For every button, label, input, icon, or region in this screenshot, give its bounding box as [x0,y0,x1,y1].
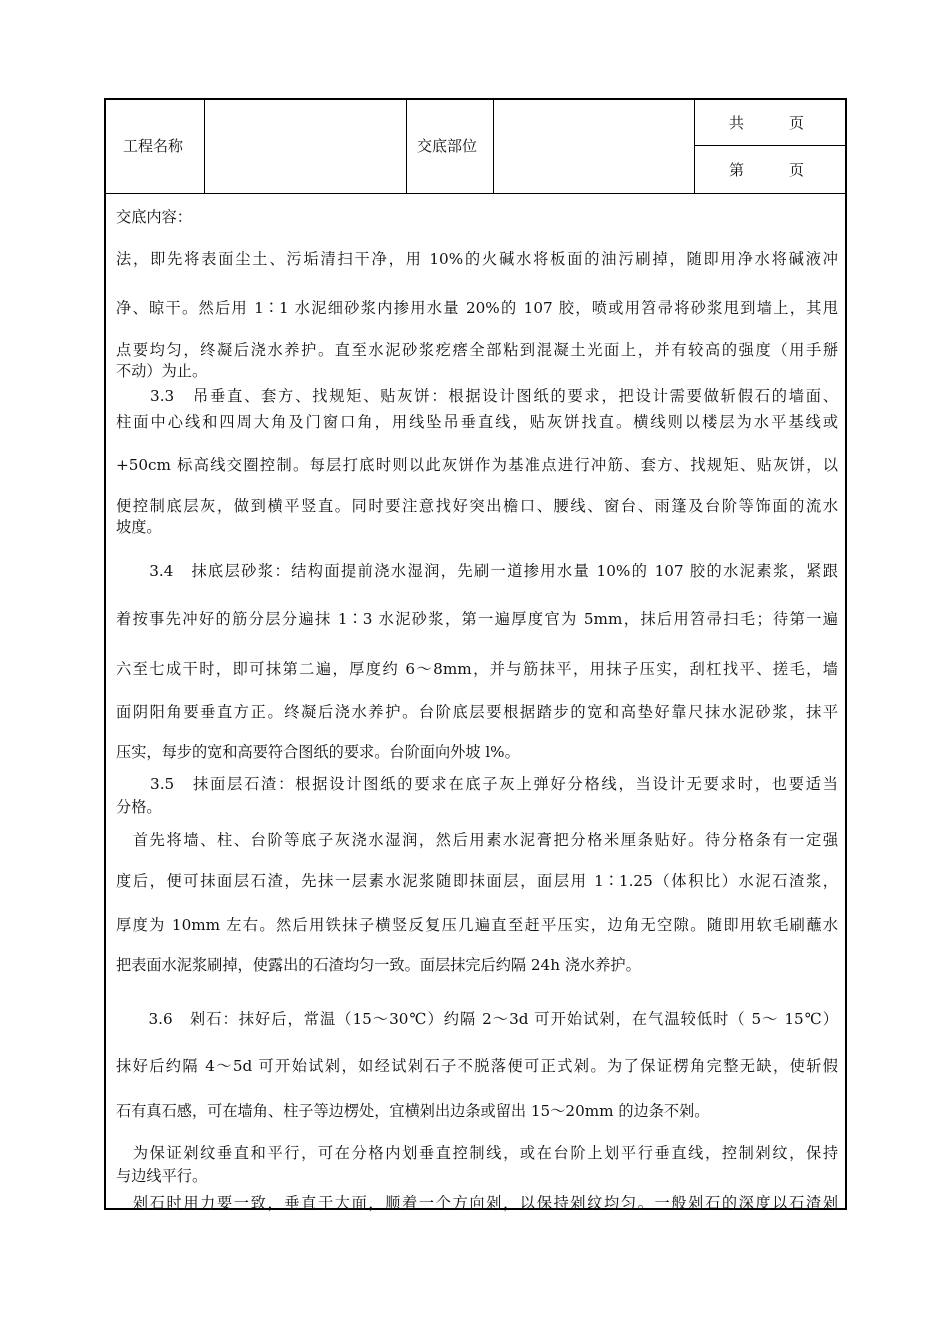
text-line: 便控制底层灰，做到横平竖直。同时要注意找好突出檐口、腰线、窗台、雨篷及台阶等饰面的流水 [116,497,838,515]
text-line: 点要均匀，终凝后浇水养护。直至水泥砂浆疙瘩全部粘到混凝土光面上，并有较高的强度（用手掰 [116,341,838,359]
text-line: 面阴阳角要垂直方正。终凝后浇水养护。台阶底层要根据踏步的宽和高垫好靠尺抹水泥砂浆，抹平 [116,703,838,721]
text-line: 厚度为 10mm 左右。然后用铁抹子横竖反复压几遍直至赶平压实，边角无空隙。随即用软毛刷蘸水 [116,916,838,934]
text-line: 剁石时用力要一致，垂直于大面，顺着一个方向剁，以保持剁纹均匀。一般剁石的深度以石渣剁 [116,1194,838,1212]
text-line: 六至七成干时，即可抹第二遍，厚度约 6～8mm，并与筋抹平，用抹子压实，刮杠找平、搓毛，墙 [116,660,838,678]
text-line: 法，即先将表面尘土、污垢清扫干净，用 10%的火碱水将板面的油污刷掉，随即用净水将碱液冲 [116,250,838,268]
divider [694,145,845,146]
text-line: 抹好后约隔 4～5d 可开始试剁，如经试剁石子不脱落便可正式剁。为了保证楞角完整无缺，使斩假 [116,1057,838,1075]
divider [493,100,494,193]
text-line: 柱面中心线和四周大角及门窗口角，用线坠吊垂直线，贴灰饼找直。横线则以楼层为水平基线或 [116,413,838,431]
location-label: 交底部位 [417,137,478,155]
text-line: 3.6 剁石：抹好后，常温（15～30℃）约隔 2～3d 可开始试剁，在气温较低时（ 5～ 15℃） [116,1010,838,1028]
text-line: 3.4 抹底层砂浆：结构面提前浇水湿润，先刷一道掺用水量 10%的 107 胶的水泥素浆，紧跟 [116,562,838,580]
text-line: 首先将墙、柱、台阶等底子灰浇水湿润，然后用素水泥膏把分格米厘条贴好。待分格条有一定强 [116,831,838,849]
text-line: 坡度。 [116,518,162,536]
text-line: 为保证剁纹垂直和平行，可在分格内划垂直控制线，或在台阶上划平行垂直线，控制剁纹，保持 [116,1144,838,1162]
text-line: 净、晾干。然后用 1∶1 水泥细砂浆内掺用水量 20%的 107 胶，喷或用笤帚将砂浆甩到墙上，其甩 [116,299,838,317]
page-number: 第 页 [729,161,805,179]
total-pages: 共 页 [729,114,805,132]
text-line: 3.5 抹面层石渣：根据设计图纸的要求在底子灰上弹好分格线，当设计无要求时，也要适当 [116,775,838,793]
header-table [106,100,845,194]
text-line: 着按事先冲好的筋分层分遍抹 1∶3 水泥砂浆，第一遍厚度官为 5mm，抹后用笤帚扫毛；待第一遍 [116,610,838,628]
text-line: 度后，便可抹面层石渣，先抹一层素水泥浆随即抹面层，面层用 1∶1.25（体积比）水泥石渣浆， [116,872,838,890]
text-line: 不动）为止。 [116,362,208,380]
project-name-label: 工程名称 [123,137,184,155]
divider [694,100,695,193]
text-line: 与边线平行。 [116,1167,208,1185]
text-line: 分格。 [116,798,162,816]
divider [204,100,205,193]
content-label: 交底内容： [116,208,192,226]
text-line: 压实，每步的宽和高要符合图纸的要求。台阶面向外坡 l%。 [116,743,520,761]
disclosure-form [104,98,847,1210]
text-line: 把表面水泥浆刷掉，使露出的石渣均匀一致。面层抹完后约隔 24h 浇水养护。 [116,956,641,974]
text-line: +50cm 标高线交圈控制。每层打底时则以此灰饼作为基准点进行冲筋、套方、找规矩、贴灰饼，以 [116,456,838,474]
text-line: 石有真石感，可在墙角、柱子等边楞处，宜横剁出边条或留出 15～20mm 的边条不剁。 [116,1102,710,1120]
divider [406,100,407,193]
text-line: 3.3 吊垂直、套方、找规矩、贴灰饼：根据设计图纸的要求，把设计需要做斩假石的墙面、 [116,387,838,405]
